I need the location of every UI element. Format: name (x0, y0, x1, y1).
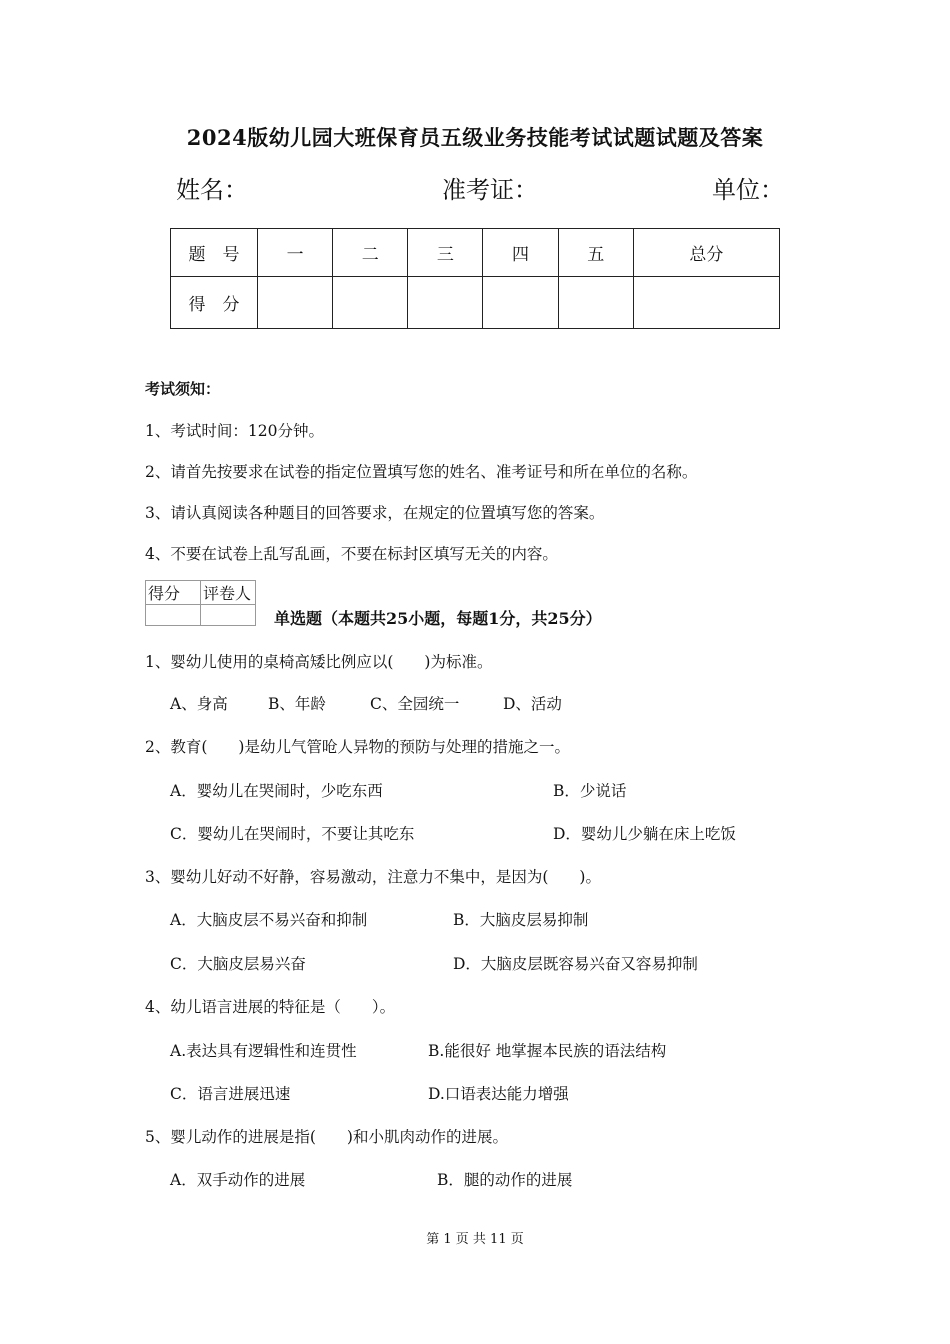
option: A.表达具有逻辑性和连贯性 (170, 1042, 357, 1060)
score-label-cell: 得 分 (171, 277, 258, 329)
score-table-score-row (171, 277, 780, 329)
question-stem: 4、幼儿语言进展的特征是（ ）。 (145, 998, 396, 1016)
score-cell[interactable] (558, 277, 633, 329)
question-stem: 1、婴幼儿使用的桌椅高矮比例应以( )为标准。 (145, 653, 493, 671)
score-cell[interactable] (633, 277, 779, 329)
option: C．婴幼儿在哭闹时，不要让其吃东 (170, 825, 415, 843)
score-cell[interactable] (408, 277, 483, 329)
question-stem: 3、婴幼儿好动不好静，容易激动，注意力不集中，是因为( )。 (145, 868, 601, 886)
option: C、全园统一 (370, 695, 460, 713)
page-footer: 第 1 页 共 11 页 (426, 1232, 524, 1247)
grader-box (145, 580, 256, 626)
option: B．少说话 (553, 782, 627, 800)
option: B．腿的动作的进展 (437, 1171, 573, 1189)
score-table-header-row (171, 229, 780, 277)
option: D、活动 (503, 695, 562, 713)
question-stem: 2、教育( )是幼儿气管呛人异物的预防与处理的措施之一。 (145, 738, 570, 756)
column-header: 总分 (633, 229, 779, 277)
section-title: 单选题（本题共25小题，每题1分，共25分） (274, 609, 602, 628)
notice-item: 3、请认真阅读各种题目的回答要求，在规定的位置填写您的答案。 (145, 504, 605, 522)
option: D.口语表达能力增强 (428, 1085, 569, 1103)
notice-item: 2、请首先按要求在试卷的指定位置填写您的姓名、准考证号和所在单位的名称。 (145, 463, 698, 481)
grader-name-label: 评卷人 (201, 581, 256, 605)
option: A．大脑皮层不易兴奋和抑制 (170, 911, 368, 929)
score-cell[interactable] (333, 277, 408, 329)
option: A．双手动作的进展 (170, 1171, 306, 1189)
option: A．婴幼儿在哭闹时，少吃东西 (170, 782, 383, 800)
option: D．大脑皮层既容易兴奋又容易抑制 (453, 955, 698, 973)
column-header: 四 (483, 229, 558, 277)
document-title: 2024版幼儿园大班保育员五级业务技能考试试题试题及答案 (186, 125, 764, 150)
option: C．语言进展迅速 (170, 1085, 291, 1103)
row-header-cell: 题 号 (171, 229, 258, 277)
notice-item: 4、不要在试卷上乱写乱画，不要在标封区填写无关的内容。 (145, 545, 558, 563)
option: B.能很好 地掌握本民族的语法结构 (428, 1042, 667, 1060)
notice-title: 考试须知： (145, 380, 221, 398)
name-label: 姓名： (176, 176, 248, 204)
exam-id-label: 准考证： (442, 176, 538, 204)
grader-score-cell[interactable] (146, 605, 201, 626)
option: A、身高 (170, 695, 228, 713)
option: B．大脑皮层易抑制 (453, 911, 589, 929)
score-cell[interactable] (258, 277, 333, 329)
option: B、年龄 (268, 695, 326, 713)
option: C．大脑皮层易兴奋 (170, 955, 306, 973)
score-cell[interactable] (483, 277, 558, 329)
grader-name-cell[interactable] (201, 605, 256, 626)
column-header: 五 (558, 229, 633, 277)
column-header: 一 (258, 229, 333, 277)
unit-label: 单位： (712, 176, 784, 204)
column-header: 三 (408, 229, 483, 277)
grader-score-label: 得分 (146, 581, 201, 605)
option: D．婴幼儿少躺在床上吃饭 (553, 825, 736, 843)
question-stem: 5、婴儿动作的进展是指( )和小肌肉动作的进展。 (145, 1128, 508, 1146)
column-header: 二 (333, 229, 408, 277)
score-table (170, 228, 780, 329)
notice-item: 1、考试时间：120分钟。 (145, 422, 324, 440)
